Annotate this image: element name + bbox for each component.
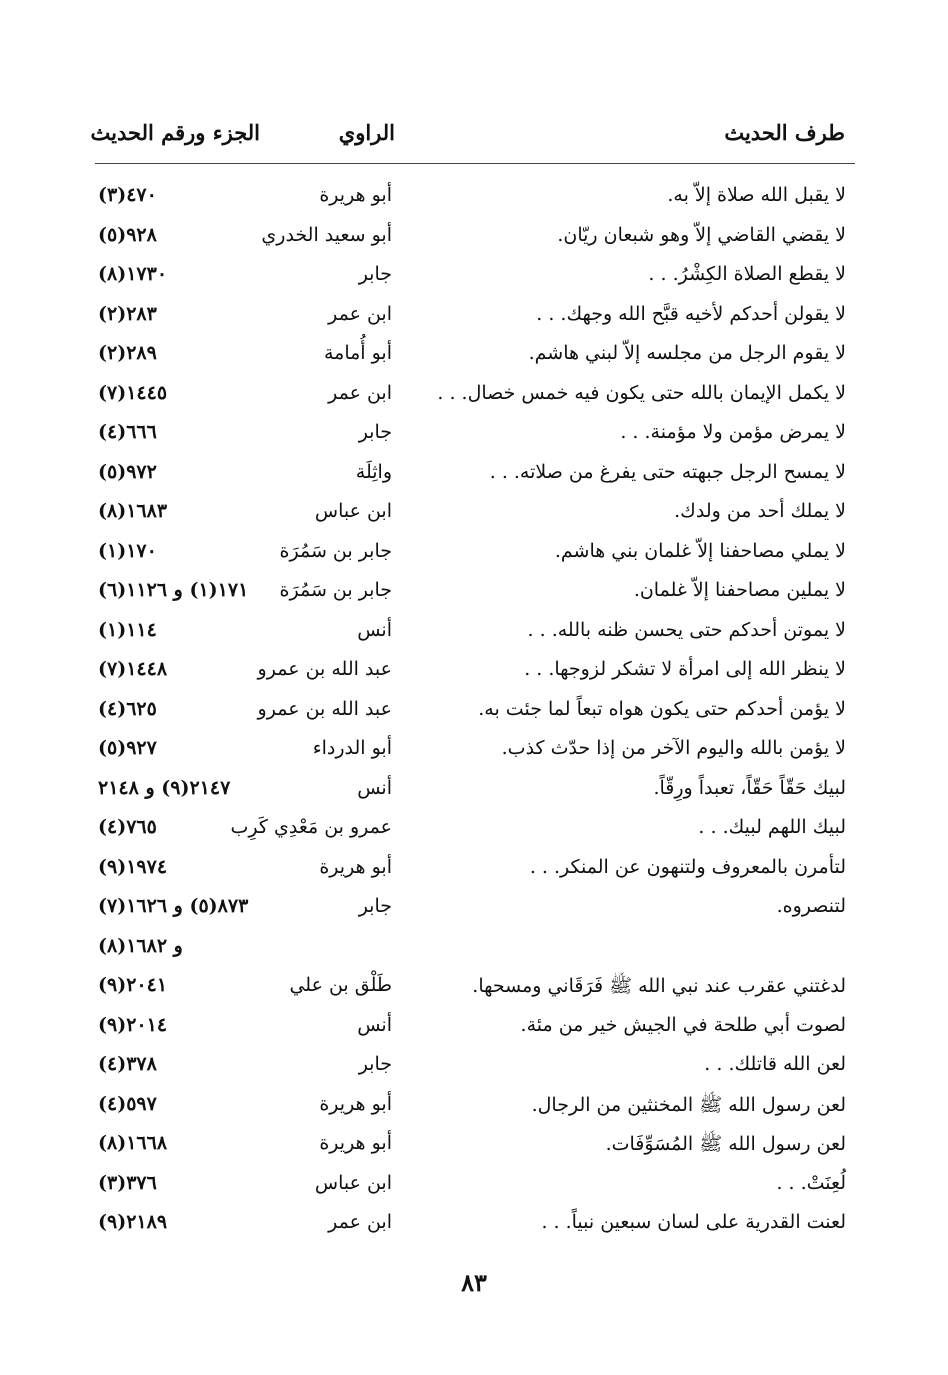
- narrator-name: أبو هريرة: [319, 1092, 392, 1115]
- table-row: [90, 694, 860, 734]
- table-row: [90, 1010, 860, 1050]
- hadith-reference: ١٧١(١) و ١١٢٦(٦): [98, 579, 249, 601]
- hadith-reference: ٩٢٧(٥): [98, 737, 157, 759]
- hadith-reference: ١١٤(١): [98, 618, 157, 641]
- table-row: [90, 733, 860, 773]
- hadith-text: لا يمرض مؤمن ولا مؤمنة. . .: [620, 421, 846, 443]
- hadith-text: لا يكمل الإيمان بالله حتى يكون فيه خمس خصال. . .: [437, 381, 846, 404]
- hadith-text: لا يقطع الصلاة الكِشْرُ. . .: [648, 263, 846, 285]
- hadith-text: لبيك حَقّاً حَقّاً، تعبداً ورِقّاً.: [653, 776, 846, 799]
- narrator-name: جابر بن سَمُرَة: [279, 539, 392, 562]
- hadith-text: لا يؤمن بالله واليوم الآخر من إذا حدّث كذب.: [501, 737, 846, 759]
- table-row: [90, 891, 860, 931]
- hadith-reference: ١٧٣٠(٨): [98, 263, 168, 285]
- hadith-text: لتأمرن بالمعروف ولتنهون عن المنكر. . .: [529, 855, 846, 878]
- table-row: [90, 615, 860, 655]
- table-row: [90, 1089, 860, 1129]
- hadith-reference: و ١٦٨٢(٨): [98, 934, 183, 957]
- table-row: [90, 378, 860, 418]
- hadith-text: لا يقبل الله صلاة إلاّ به.: [667, 184, 846, 206]
- hadith-text: لا يمسح الرجل جبهته حتى يفرغ من صلاته. . .: [489, 460, 846, 483]
- hadith-reference: ١٧٠(١): [98, 539, 157, 562]
- narrator-name: جابر: [358, 895, 392, 917]
- narrator-name: جابر: [358, 263, 392, 285]
- hadith-text: لتنصروه.: [776, 895, 846, 917]
- hadith-reference: ٤٧٠(٣): [98, 184, 157, 206]
- hadith-table: [90, 180, 860, 1247]
- table-row: [90, 931, 860, 971]
- hadith-text: لا يملك أحد من ولدك.: [674, 500, 846, 522]
- narrator-name: عبد الله بن عمرو: [257, 658, 392, 680]
- page-number: ٨٣: [461, 1268, 487, 1297]
- hadith-text: لا ينظر الله إلى امرأة لا تشكر لزوجها. . .: [524, 658, 846, 680]
- hadith-text: لعنت القدرية على لسان سبعين نبياً. . .: [541, 1211, 846, 1233]
- narrator-name: أبو الدرداء: [312, 737, 392, 759]
- hadith-reference: ٩٢٨(٥): [98, 223, 157, 246]
- narrator-name: ابن عمر: [328, 381, 392, 404]
- header-reference: الجزء ورقم الحديث: [90, 120, 260, 145]
- hadith-reference: ١٦٦٨(٨): [98, 1132, 168, 1154]
- narrator-name: عبد الله بن عمرو: [257, 697, 392, 720]
- hadith-text: لا يملي مصاحفنا إلاّ غلمان بني هاشم.: [554, 539, 846, 562]
- hadith-text: لا يؤمن أحدكم حتى يكون هواه تبعاً لما جئت به.: [478, 697, 846, 720]
- table-row: [90, 1128, 860, 1168]
- header-hadith: طرف الحديث: [724, 120, 845, 145]
- narrator-name: ابن عمر: [328, 1211, 392, 1233]
- table-row: [90, 259, 860, 299]
- narrator-name: أبو هريرة: [319, 1132, 392, 1154]
- table-row: [90, 220, 860, 260]
- hadith-reference: ٥٩٧(٤): [98, 1092, 157, 1115]
- narrator-name: أبو سعيد الخدري: [261, 223, 392, 246]
- hadith-text: لعن الله قاتلك. . .: [704, 1053, 846, 1075]
- hadith-reference: ٢٨٩(٢): [98, 342, 157, 364]
- hadith-text: لا يقولن أحدكم لأخيه قبَّح الله وجهك. . .: [536, 302, 846, 325]
- narrator-name: أنس: [357, 1013, 392, 1036]
- table-row: [90, 773, 860, 813]
- hadith-reference: ٨٧٣(٥) و ١٦٢٦(٧): [98, 895, 249, 917]
- hadith-text: لا يملين مصاحفنا إلاّ غلمان.: [633, 579, 846, 601]
- hadith-reference: ١٤٤٥(٧): [98, 381, 168, 404]
- hadith-reference: ٢٠١٤(٩): [98, 1013, 168, 1036]
- hadith-text: لا يموتن أحدكم حتى يحسن ظنه بالله. . .: [527, 618, 846, 641]
- header-divider: [95, 163, 855, 164]
- hadith-reference: ١٦٨٣(٨): [98, 500, 168, 522]
- hadith-text: لدغتني عقرب عند نبي الله ﷺ فَرَقَاني ومسحها.: [472, 975, 846, 997]
- table-row: [90, 852, 860, 892]
- hadith-reference: ٩٧٢(٥): [98, 460, 157, 483]
- hadith-reference: ٢٠٤١(٩): [98, 974, 168, 996]
- table-row: [90, 338, 860, 378]
- narrator-name: أبو أُمامة: [323, 342, 392, 364]
- narrator-name: ابن عمر: [328, 302, 392, 325]
- table-row: [90, 1168, 860, 1208]
- hadith-text: لُعِنَتْ. . .: [776, 1171, 846, 1194]
- table-header: [90, 120, 860, 160]
- narrator-name: جابر: [358, 1053, 392, 1075]
- table-row: [90, 496, 860, 536]
- narrator-name: أبو هريرة: [319, 184, 392, 206]
- hadith-text: لا يقضي القاضي إلاّ وهو شبعان ريّان.: [557, 223, 846, 246]
- hadith-reference: ٦٢٥(٤): [98, 697, 157, 720]
- table-row: [90, 299, 860, 339]
- table-row: [90, 575, 860, 615]
- table-row: [90, 536, 860, 576]
- table-row: [90, 1049, 860, 1089]
- narrator-name: عمرو بن مَعْدِي كَرِب: [230, 816, 392, 838]
- hadith-reference: ٢١٤٧(٩) و ٢١٤٨: [98, 776, 231, 799]
- hadith-text: لعن رسول الله ﷺ المُسَوِّفَات.: [605, 1133, 846, 1155]
- hadith-text: لبيك اللهم لبيك. . .: [698, 816, 846, 838]
- hadith-reference: ١٤٤٨(٧): [98, 658, 168, 680]
- narrator-name: أنس: [357, 776, 392, 799]
- narrator-name: جابر بن سَمُرَة: [279, 579, 392, 601]
- table-row: [90, 812, 860, 852]
- hadith-reference: ٢١٨٩(٩): [98, 1211, 168, 1233]
- narrator-name: ابن عباس: [314, 1171, 392, 1194]
- table-row: [90, 457, 860, 497]
- header-narrator: الراوي: [338, 120, 395, 145]
- hadith-reference: ٢٨٣(٢): [98, 302, 157, 325]
- hadith-text: لعن رسول الله ﷺ المخنثين من الرجال.: [531, 1093, 846, 1116]
- hadith-text: لصوت أبي طلحة في الجيش خير من مئة.: [520, 1013, 846, 1036]
- hadith-text: لا يقوم الرجل من مجلسه إلاّ لبني هاشم.: [528, 342, 846, 364]
- table-row: [90, 417, 860, 457]
- hadith-reference: ٧٦٥(٤): [98, 816, 157, 838]
- hadith-reference: ١٩٧٤(٩): [98, 855, 168, 878]
- table-row: [90, 180, 860, 220]
- hadith-reference: ٦٦٦(٤): [98, 421, 157, 443]
- table-row: [90, 970, 860, 1010]
- narrator-name: أبو هريرة: [319, 855, 392, 878]
- table-row: [90, 654, 860, 694]
- hadith-reference: ٣٧٨(٤): [98, 1053, 157, 1075]
- narrator-name: طَلْق بن علي: [289, 974, 392, 996]
- narrator-name: واثِلَة: [355, 460, 392, 483]
- narrator-name: جابر: [358, 421, 392, 443]
- narrator-name: ابن عباس: [314, 500, 392, 522]
- hadith-reference: ٣٧٦(٣): [98, 1171, 157, 1194]
- table-row: [90, 1207, 860, 1247]
- narrator-name: أنس: [357, 618, 392, 641]
